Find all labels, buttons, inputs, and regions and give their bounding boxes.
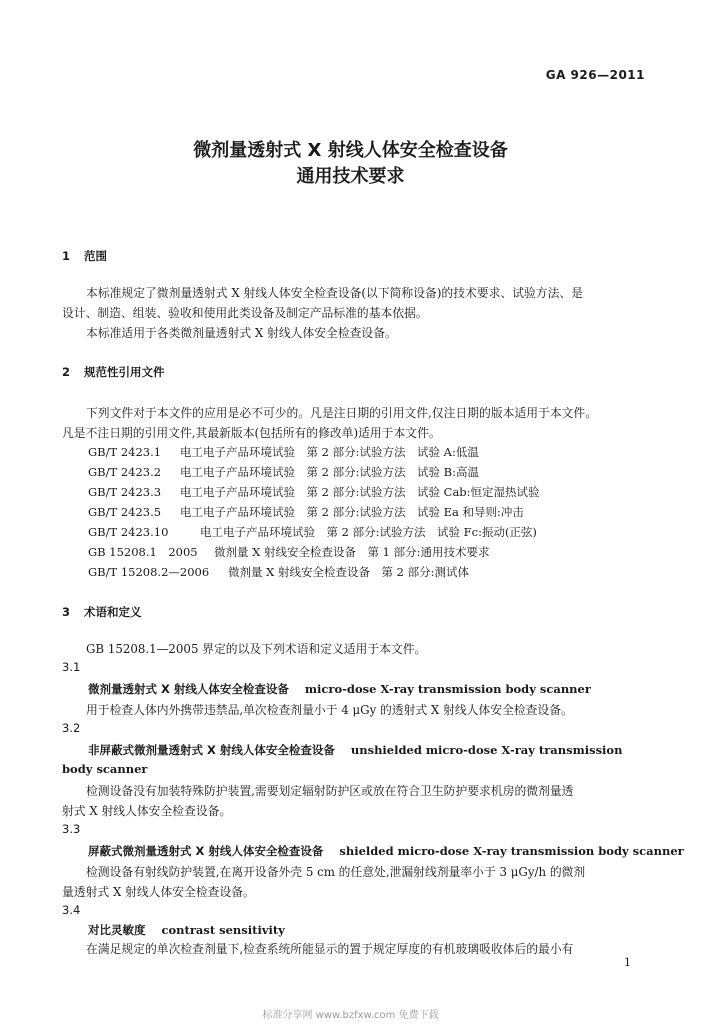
section-3-intro: GB 15208.1—2005 界定的以及下列术语和定义适用于本文件。 (86, 642, 427, 656)
reference-code: GB/T 2423.1 (88, 445, 162, 459)
term-name-en: unshielded micro-dose X-ray transmission (350, 743, 623, 757)
reference-title: 微剂量 X 射线安全检查设备 第 2 部分:测试体 (228, 565, 469, 579)
reference-item (88, 484, 540, 500)
reference-title: 电工电子产品环境试验 第 2 部分:试验方法 试验 B:高温 (180, 465, 479, 479)
term-name-zh: 对比灵敏度 (88, 923, 146, 937)
term-name-en: shielded micro-dose X-ray transmission body scanner (339, 844, 684, 858)
term-definition: 在满足规定的单次检查剂量下,检查系统所能显示的置于规定厚度的有机玻璃吸收体后的最小有 (86, 942, 574, 956)
watermark-text: 标准分享网 www.bzfxw.com 免费下载 (262, 1010, 439, 1021)
term-number: 3.4 (62, 903, 81, 917)
term-number: 3.1 (62, 660, 81, 674)
section-title: 规范性引用文件 (84, 365, 165, 379)
reference-code: GB 15208.1 2005 (88, 545, 198, 559)
section-number: 3 (62, 605, 71, 619)
reference-item (88, 464, 479, 480)
reference-code: GB/T 2423.3 (88, 485, 162, 499)
reference-title: 电工电子产品环境试验 第 2 部分:试验方法 试验 Fc:振动(正弦) (200, 525, 537, 539)
section-title: 范围 (84, 249, 107, 263)
term-number: 3.3 (62, 822, 81, 836)
section-2-intro-line-2: 凡是不注日期的引用文件,其最新版本(包括所有的修改单)适用于本文件。 (62, 426, 441, 440)
reference-item (88, 564, 469, 580)
term-definition: 检测设备没有加装特殊防护装置,需要划定辐射防护区或放在符合卫生防护要求机房的微剂量透 (86, 784, 574, 798)
term-name-en: contrast sensitivity (161, 923, 285, 937)
term-name-en-continued: body scanner (62, 762, 148, 776)
term-name-zh: 屏蔽式微剂量透射式 X 射线人体安全检查设备 (88, 844, 324, 858)
reference-title: 电工电子产品环境试验 第 2 部分:试验方法 试验 Cab:恒定湿热试验 (180, 485, 540, 499)
reference-title: 电工电子产品环境试验 第 2 部分:试验方法 试验 A:低温 (180, 445, 479, 459)
reference-item (88, 544, 490, 560)
term-definition: 用于检查人体内外携带违禁品,单次检查剂量小于 4 μGy 的透射式 X 射线人体安全检查设备。 (86, 703, 573, 717)
term-definition-continued: 量透射式 X 射线人体安全检查设备。 (62, 885, 255, 899)
term-definition-continued: 射式 X 射线人体安全检查设备。 (62, 804, 232, 818)
term-name-en: micro-dose X-ray transmission body scanner (304, 682, 591, 696)
term-heading (88, 681, 591, 697)
section-number: 2 (62, 365, 71, 379)
reference-item (88, 524, 537, 540)
section-2-intro-line-1: 下列文件对于本文件的应用是必不可少的。凡是注日期的引用文件,仅注日期的版本适用于本文件。 (86, 406, 598, 420)
reference-code: GB/T 15208.2—2006 (88, 565, 210, 579)
reference-item (88, 444, 479, 460)
section-title: 术语和定义 (84, 605, 142, 619)
document-subtitle: 通用技术要求 (296, 166, 405, 187)
page-number: 1 (624, 956, 631, 969)
section-3-heading (62, 604, 142, 620)
reference-title: 电工电子产品环境试验 第 2 部分:试验方法 试验 Ea 和导则:冲击 (180, 505, 524, 519)
term-definition: 检测设备有射线防护装置,在离开设备外壳 5 cm 的任意处,泄漏射线剂量率小于 3 μGy/h 的微剂 (86, 865, 586, 879)
term-heading (88, 742, 622, 758)
document-code: GA 926—2011 (545, 68, 645, 82)
reference-code: GB/T 2423.2 (88, 465, 162, 479)
reference-title: 微剂量 X 射线安全检查设备 第 1 部分:通用技术要求 (214, 545, 490, 559)
section-1-para-1-line-2: 设计、制造、组装、验收和使用此类设备及制定产品标准的基本依据。 (62, 306, 428, 320)
term-name-zh: 微剂量透射式 X 射线人体安全检查设备 (88, 682, 289, 696)
section-1-para-2: 本标准适用于各类微剂量透射式 X 射线人体安全检查设备。 (86, 326, 397, 340)
section-number: 1 (62, 249, 71, 263)
document-title: 微剂量透射式 X 射线人体安全检查设备 (193, 140, 508, 161)
term-name-zh: 非屏蔽式微剂量透射式 X 射线人体安全检查设备 (88, 743, 335, 757)
section-1-heading (62, 248, 107, 264)
reference-item (88, 504, 524, 520)
term-heading (88, 922, 285, 938)
reference-code: GB/T 2423.5 (88, 505, 162, 519)
section-2-heading (62, 364, 165, 380)
term-heading (88, 843, 684, 859)
section-1-para-1-line-1: 本标准规定了微剂量透射式 X 射线人体安全检查设备(以下简称设备)的技术要求、试验方法、是 (86, 286, 583, 300)
term-number: 3.2 (62, 721, 81, 735)
reference-code: GB/T 2423.10 (88, 525, 169, 539)
